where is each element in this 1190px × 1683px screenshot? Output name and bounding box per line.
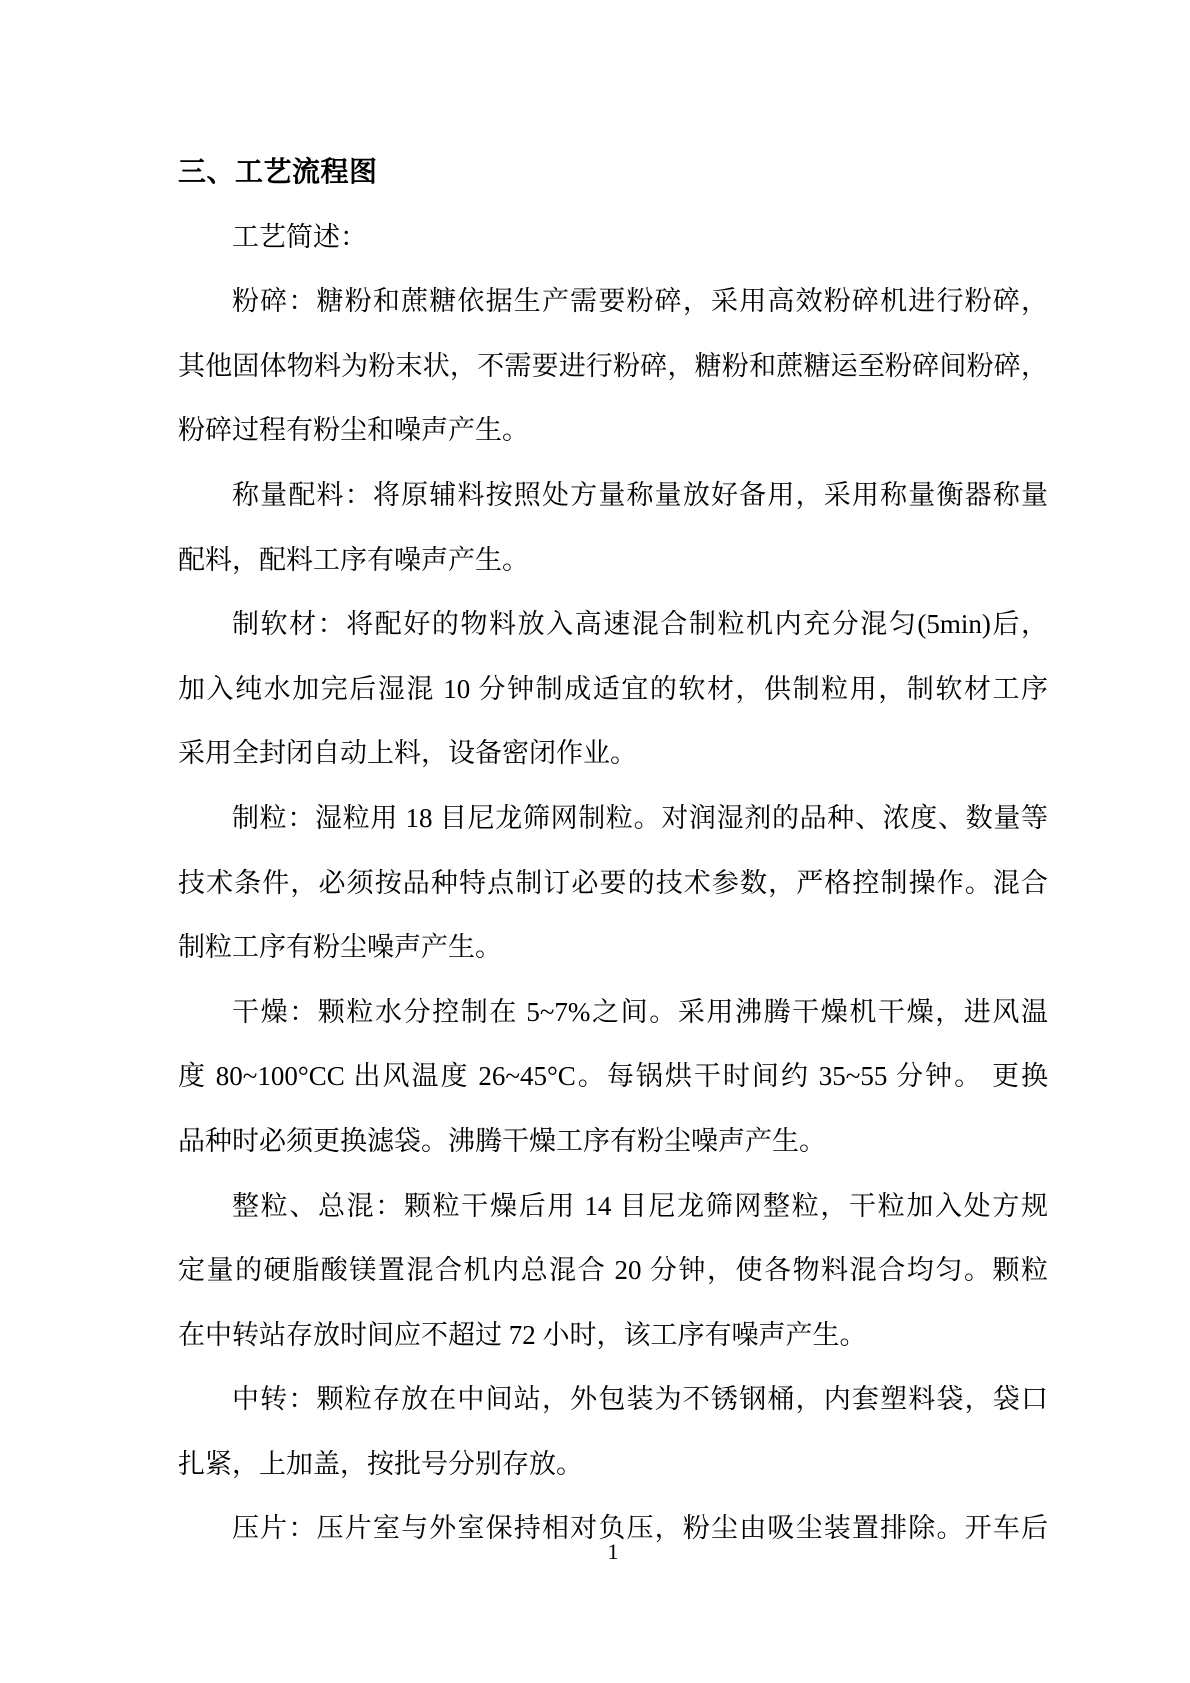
- text-line: 称量配料：将原辅料按照处方量称量放好备用，采用称量衡器称量: [232, 479, 1048, 510]
- paragraph: [178, 205, 1048, 270]
- text-line: 加入纯水加完后湿混 10 分钟制成适宜的软材，供制粒用，制软材工序: [178, 673, 1048, 704]
- text-line: 工艺简述：: [232, 221, 367, 252]
- paragraphs-container: [178, 205, 1048, 1561]
- text-line: 度 80~100°CC 出风温度 26~45°C。每锅烘干时间约 35~55 分钟。 更换: [178, 1061, 1048, 1092]
- text-line: 采用全封闭自动上料，设备密闭作业。: [178, 738, 637, 769]
- section-heading: 三、工艺流程图: [178, 156, 378, 187]
- text-line: 在中转站存放时间应不超过 72 小时，该工序有噪声产生。: [178, 1319, 867, 1350]
- text-line: 干燥：颗粒水分控制在 5~7%之间。采用沸腾干燥机干燥，进风温: [232, 996, 1048, 1027]
- paragraph: [178, 1174, 1048, 1368]
- text-line: 定量的硬脂酸镁置混合机内总混合 20 分钟，使各物料混合均匀。颗粒: [178, 1255, 1048, 1286]
- document-body: [178, 140, 1048, 1561]
- text-line: 制粒：湿粒用 18 目尼龙筛网制粒。对润湿剂的品种、浓度、数量等: [232, 802, 1048, 833]
- text-line: 压片：压片室与外室保持相对负压，粉尘由吸尘装置排除。开车后: [232, 1513, 1048, 1544]
- page-number: 1: [607, 1539, 619, 1564]
- text-line: 制粒工序有粉尘噪声产生。: [178, 932, 502, 963]
- text-line: 扎紧，上加盖，按批号分别存放。: [178, 1448, 583, 1479]
- paragraph: [178, 463, 1048, 592]
- text-line: 制软材：将配好的物料放入高速混合制粒机内充分混匀(5min)后，: [232, 609, 1048, 640]
- text-line: 其他固体物料为粉末状，不需要进行粉碎，糖粉和蔗糖运至粉碎间粉碎，: [178, 350, 1048, 381]
- text-line: 粉碎过程有粉尘和噪声产生。: [178, 415, 529, 446]
- paragraph: [178, 592, 1048, 786]
- text-line: 技术条件，必须按品种特点制订必要的技术参数，严格控制操作。混合: [178, 867, 1048, 898]
- text-line: 粉碎：糖粉和蔗糖依据生产需要粉碎，采用高效粉碎机进行粉碎，: [232, 286, 1048, 317]
- paragraph: [178, 1367, 1048, 1496]
- text-line: 整粒、总混：颗粒干燥后用 14 目尼龙筛网整粒，干粒加入处方规: [232, 1190, 1048, 1221]
- paragraph: [178, 786, 1048, 980]
- text-line: 中转：颗粒存放在中间站，外包装为不锈钢桶，内套塑料袋，袋口: [232, 1384, 1048, 1415]
- text-line: 品种时必须更换滤袋。沸腾干燥工序有粉尘噪声产生。: [178, 1125, 826, 1156]
- text-line: 配料，配料工序有噪声产生。: [178, 544, 529, 575]
- paragraph: [178, 269, 1048, 463]
- paragraph: [178, 980, 1048, 1174]
